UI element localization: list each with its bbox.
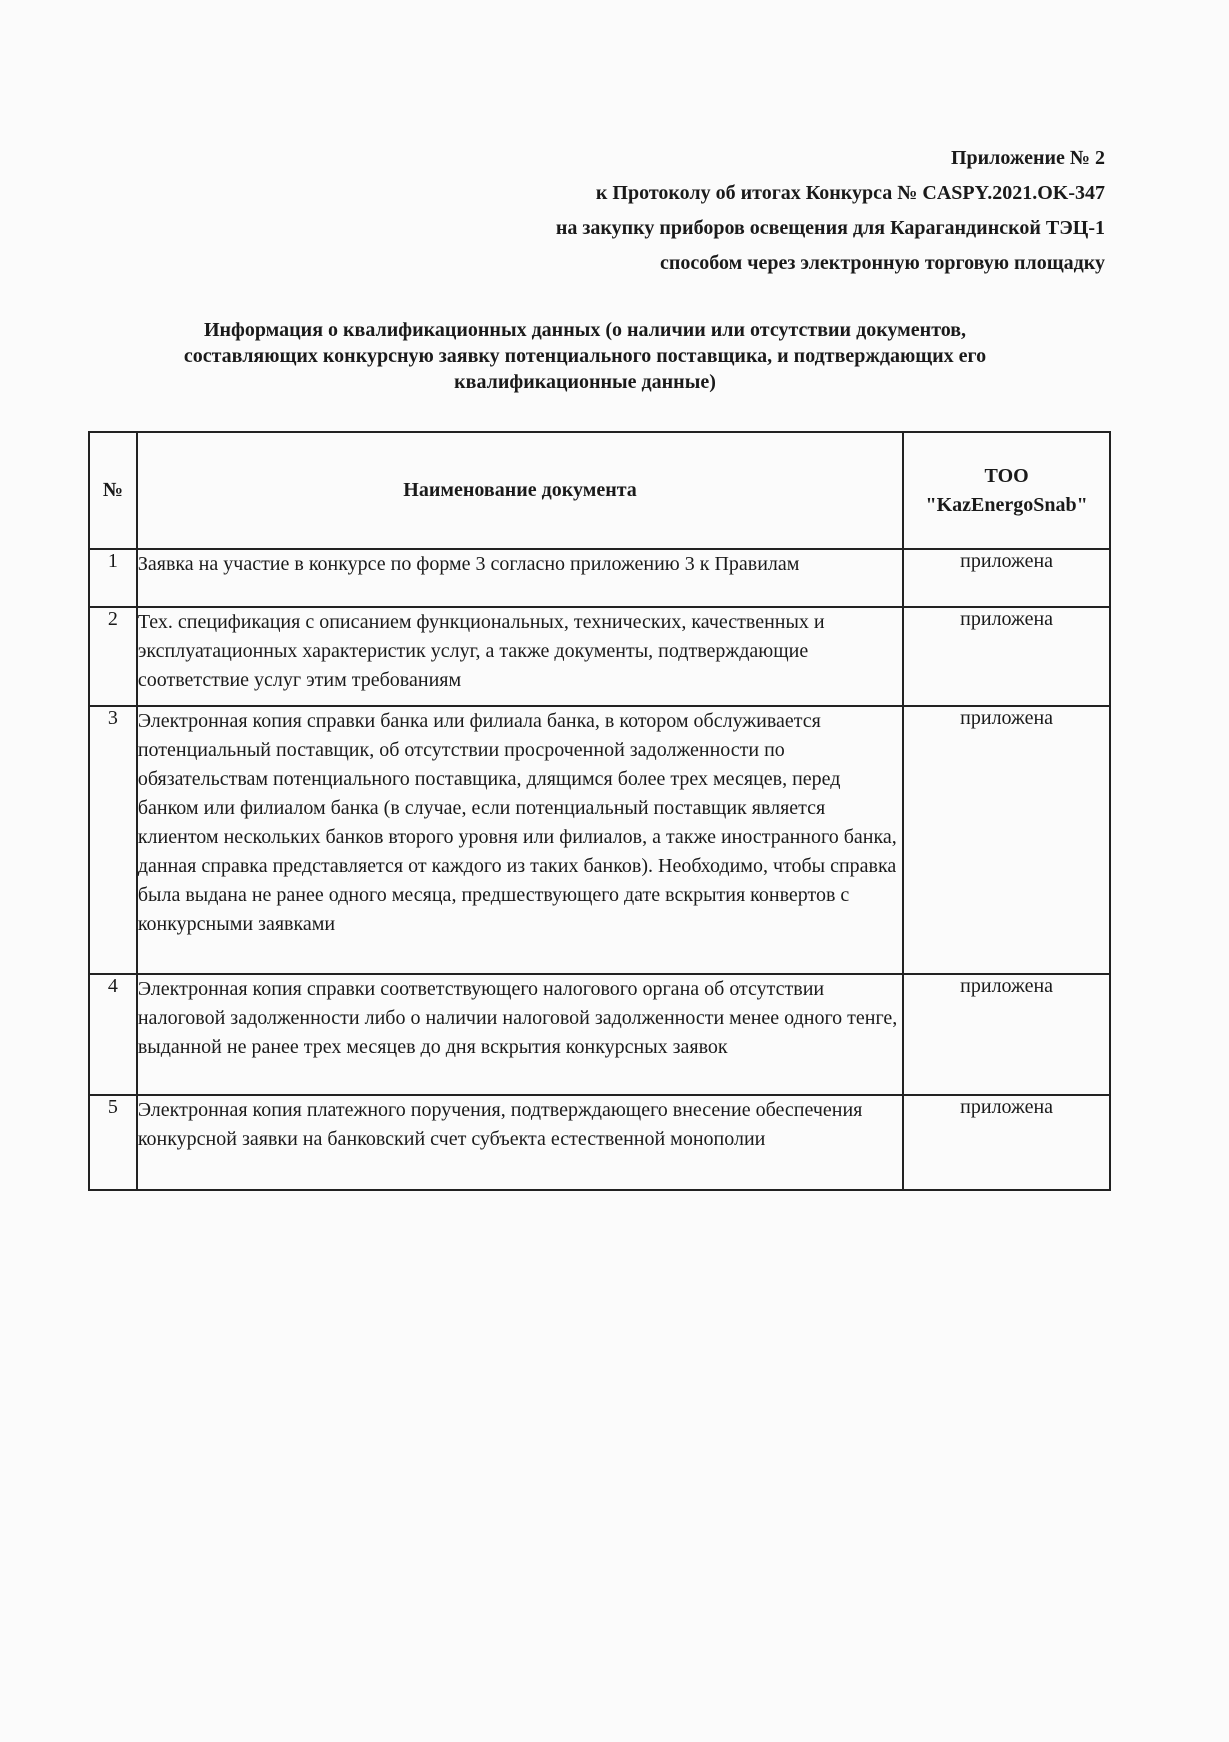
document-name: Электронная копия платежного поручения, подтверждающего внесение обеспечения конкурсной заявки на банковский счет субъекта естественной монополии xyxy=(137,1095,903,1190)
info-title-line: Информация о квалификационных данных (о наличии или отсутствии документов, xyxy=(203,319,967,341)
table-row xyxy=(89,549,1110,607)
appendix-number: Приложение № 2 xyxy=(950,147,1105,169)
table-row xyxy=(89,974,1110,1095)
appendix-header xyxy=(556,141,1105,281)
table-header-row xyxy=(89,432,1110,549)
protocol-reference: к Протоколу об итогах Конкурса № CASPY.2021.OK-347 xyxy=(595,182,1105,204)
column-header-document-name: Наименование документа xyxy=(137,432,903,549)
procurement-subject: на закупку приборов освещения для Карагандинской ТЭЦ-1 xyxy=(555,217,1105,239)
row-number: 2 xyxy=(89,607,137,706)
document-status: приложена xyxy=(903,1095,1110,1190)
document-name: Тех. спецификация с описанием функциональных, технических, качественных и эксплуатационных характеристик услуг, а также документы, подтверждающие соответствие услуг этим требованиям xyxy=(137,607,903,706)
qualification-documents-table xyxy=(88,431,1111,1191)
table-row xyxy=(89,706,1110,974)
row-number: 3 xyxy=(89,706,137,974)
table-row xyxy=(89,607,1110,706)
row-number: 1 xyxy=(89,549,137,607)
document-status: приложена xyxy=(903,607,1110,706)
document-status: приложена xyxy=(903,974,1110,1095)
info-title xyxy=(120,317,1050,395)
document-name: Заявка на участие в конкурсе по форме 3 согласно приложению 3 к Правилам xyxy=(137,549,903,607)
document-status: приложена xyxy=(903,549,1110,607)
document-name: Электронная копия справки банка или филиала банка, в котором обслуживается потенциальный поставщик, об отсутствии просроченной задолженности по обязательствам потенциального поставщика, длящимся более трех месяцев, перед банком или филиалом банка (в случае, если потенциальный поставщик является клиентом нескольких банков второго уровня или филиалов, а также иностранного банка, данная справка представляется от каждого из таких банков). Необходимо, чтобы справка была выдана не ранее одного месяца, предшествующего дате вскрытия конвертов с конкурсными заявками xyxy=(137,706,903,974)
document-status: приложена xyxy=(903,706,1110,974)
supplier-type: ТОО xyxy=(984,464,1029,487)
info-title-line: квалификационные данные) xyxy=(454,371,716,393)
procurement-method: способом через электронную торговую площадку xyxy=(659,252,1105,274)
document-name: Электронная копия справки соответствующего налогового органа об отсутствии налоговой задолженности либо о наличии налоговой задолженности менее одного тенге, выданной не ранее трех месяцев до дня вскрытия конкурсных заявок xyxy=(137,974,903,1095)
info-title-line: составляющих конкурсную заявку потенциального поставщика, и подтверждающих его xyxy=(183,345,987,367)
row-number: 5 xyxy=(89,1095,137,1190)
supplier-name: "KazEnergoSnab" xyxy=(925,493,1088,516)
column-header-number: № xyxy=(89,432,137,549)
row-number: 4 xyxy=(89,974,137,1095)
column-header-supplier xyxy=(903,432,1110,549)
table-row xyxy=(89,1095,1110,1190)
